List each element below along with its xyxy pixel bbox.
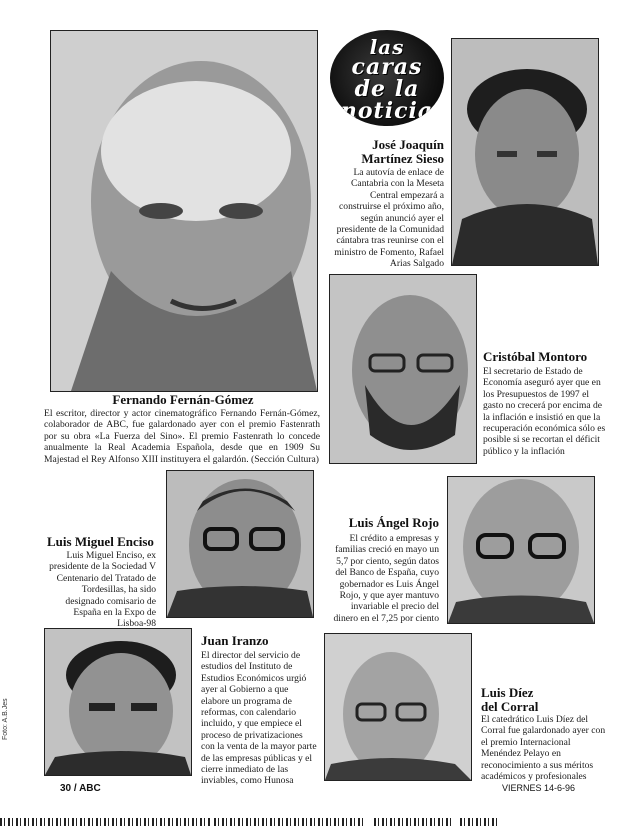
photo-montoro — [329, 274, 477, 464]
iranzo-text: El director del servicio de estudios del Instituto de Estudios Económicos urgió ayer al Gobierno a que elabore un programa de reformas, con calendario incluido, y que empiece el proceso de privatizaciones con la venta de la mayor parte de las empresas públicas y el cierre inmediato de las inviables, como Hunosa — [201, 650, 317, 787]
rojo-text: El crédito a empresas y familias creció en mayo un 5,7 por ciento, según datos del Banco de España, cuyo gobernador es Luis Ángel Rojo, y que ayer mantuvo invariable el precio del dinero en el 7,25 por ciento — [333, 533, 439, 624]
badge-line-2: caras — [351, 54, 423, 80]
montoro-text: El secretario de Estado de Economía aseguró ayer que en los Presupuestos de 1997 el gasto no crecerá por encima de la inflación e insistió en que la recuperación económica sólo es posible si se recortan el déficit público y la inflación — [483, 366, 606, 457]
enciso-text: Luis Miguel Enciso, ex presidente de la Sociedad V Centenario del Tratado de Tordesillas, ha sido designado comisario de España en la Expo de Lisboa-98 — [49, 550, 156, 630]
badge-line-4: noticia — [340, 98, 434, 124]
martinez-sieso-name — [330, 138, 444, 166]
fernan-gomez-name: Fernando Fernán-Gómez — [112, 392, 254, 407]
photo-enciso — [166, 470, 314, 618]
iranzo-name: Juan Iranzo — [201, 633, 269, 648]
scan-strip — [0, 818, 210, 826]
martinez-sieso-text: La autovía de enlace de Cantabria con la Meseta Central empezará a construirse el próximo año, según anunció ayer el presidente de la Comunidad cántabra tras reunirse con el ministro de Fomento, Rafael Arias Salgado — [334, 167, 444, 270]
diez-corral-name-line-1: Luis Díez — [481, 685, 534, 700]
badge-line-1: las — [369, 35, 405, 59]
enciso-name: Luis Miguel Enciso — [47, 534, 154, 549]
photo-iranzo — [44, 628, 192, 776]
montoro-name: Cristóbal Montoro — [483, 349, 588, 364]
diez-corral-name — [481, 686, 601, 714]
rojo-name: Luis Ángel Rojo — [348, 515, 439, 530]
photo-diez-corral — [324, 633, 472, 781]
scan-strip — [214, 818, 364, 826]
page-number: 30 / ABC — [60, 783, 101, 794]
scan-strip — [460, 818, 500, 826]
diez-corral-text: El catedrático Luis Díez del Corral fue galardonado ayer con el premio Internacional Menéndez Pelayo en reconocimiento a sus méritos académicos y profesionales — [481, 714, 606, 783]
las-caras-de-la-noticia-badge — [330, 30, 444, 126]
martinez-sieso-name-line-2: Martínez Sieso — [361, 151, 444, 166]
photo-rojo — [447, 476, 595, 624]
fernan-gomez-text: El escritor, director y actor cinematográfico Fernando Fernán-Gómez, colaborador de ABC, fue galardonado ayer con el premio Fastenrath por su obra «La Fuerza del Sino». El premio Fastenrath lo concede anualmente la Real Academia Española, desde que en 1909 Su Majestad el Rey Alfonso XIII instituyera el galardón. (Sección Cultura) — [44, 408, 320, 465]
photo-credit: Foto: A.B.Jes — [2, 698, 9, 740]
photo-martinez-sieso — [451, 38, 599, 266]
badge-line-3: de la — [354, 76, 420, 102]
photo-fernan-gomez — [50, 30, 318, 392]
martinez-sieso-name-line-1: José Joaquín — [372, 137, 444, 152]
issue-date: VIERNES 14-6-96 — [502, 783, 576, 793]
diez-corral-name-line-2: del Corral — [481, 699, 539, 714]
scan-strip — [374, 818, 454, 826]
